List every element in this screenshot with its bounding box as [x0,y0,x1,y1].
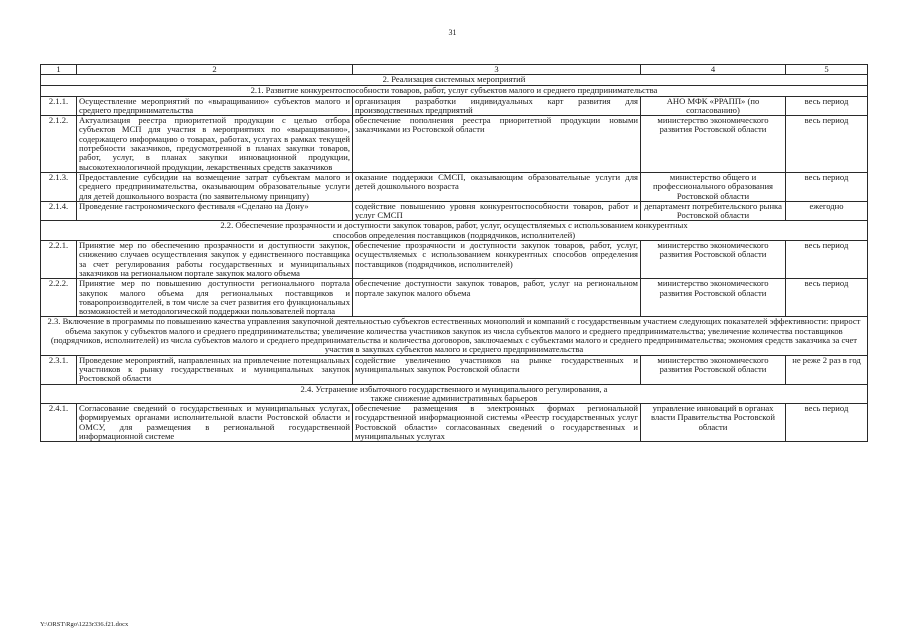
row-period: весь период [786,96,868,116]
row-period: весь период [786,172,868,201]
row-result: обеспечение доступности закупок товаров, работ, услуг на региональном портале закупок малого объема [353,279,641,317]
row-executor: министерство экономического развития Ростовской области [641,116,786,173]
row-executor: АНО МФК «РРАПП» (по согласованию) [641,96,786,116]
table-row [41,241,868,279]
subsection-row-2-3 [41,317,868,355]
subsection-title: 2.3. Включение в программы по повышению качества управления закупочной деятельностью субъектов естественных монополий и компаний с государственным участием следующих показателей эффективности: прирост объема закупок у субъектов малого и среднего предпринимательства; увеличение количества участников закупок из числа субъектов малого и среднего предпринимательства; увеличение количества поставщиков (подрядчиков, исполнителей) из числа субъектов малого и среднего предпринимательства и количества договоров, заключаемых с субъектами малого и среднего предпринимательства; экономия средств заказчика за счет участия в закупках субъектов малого и среднего предпринимательства [41,317,868,355]
row-number: 2.2.1. [41,241,77,279]
section-title: 2. Реализация системных мероприятий [41,75,868,86]
header-col-5: 5 [786,65,868,75]
row-executor: департамент потребительского рынка Ростовской области [641,201,786,221]
row-executor: министерство экономического развития Ростовской области [641,279,786,317]
table-row [41,201,868,221]
row-number: 2.1.2. [41,116,77,173]
row-result: обеспечение размещения в электронных формах региональной государственной информационной системы «Реестр государственных услуг Ростовской области» согласованных сведений о государственных и муниципальных услугах [353,404,641,442]
row-result: оказание поддержки СМСП, оказывающим образовательные услуги для детей дошкольного возраста [353,172,641,201]
table-row [41,279,868,317]
row-action: Предоставление субсидии на возмещение затрат субъектам малого и среднего предпринимательства, оказывающим образовательные услуги для детей дошкольного возраста (по заявительному принципу) [77,172,353,201]
footer-file-path: Y:\ORST\Rgo\1223r336.f21.docx [40,621,129,628]
row-period: весь период [786,404,868,442]
row-number: 2.2.2. [41,279,77,317]
row-executor: министерство экономического развития Ростовской области [641,241,786,279]
row-number: 2.1.4. [41,201,77,221]
row-action: Осуществление мероприятий по «выращиванию» субъектов малого и среднего предпринимательства [77,96,353,116]
row-action: Проведение мероприятий, направленных на привлечение потенциальных участников к рынку государственных и муниципальных закупок Ростовской области [77,355,353,384]
row-result: обеспечение прозрачности и доступности закупок товаров, работ, услуг, осуществляемых с использованием конкурентных способов определения поставщиков (подрядчиков, исполнителей) [353,241,641,279]
row-action: Проведение гастрономического фестиваля «Сделано на Дону» [77,201,353,221]
row-result: содействие увеличению участников на рынке государственных и муниципальных закупок Ростовской области [353,355,641,384]
subsection-title: 2.4. Устранение избыточного государственного и муниципального регулирования, а также снижение административных барьеров [41,384,868,404]
row-action: Принятие мер по повышению доступности регионального портала закупок малого объема для региональных поставщиков и товаропроизводителей, в том числе за счет развития его функциональных возможностей и методологической поддержки пользователей портала [77,279,353,317]
header-col-3: 3 [353,65,641,75]
table-row [41,355,868,384]
row-executor: министерство общего и профессионального образования Ростовской области [641,172,786,201]
row-executor: министерство экономического развития Ростовской области [641,355,786,384]
row-action: Актуализация реестра приоритетной продукции с целью отбора субъектов МСП для участия в мероприятиях по «выращиванию», содержащего информацию о товарах, работах, услугах в рамках текущей потребности заказчиков, предусмотренной в планах закупки товаров, работ, услуг, в планах закупки инновационной продукции, высокотехнологичной продукции, лекарственных средств заказчиков [77,116,353,173]
subsection-title: 2.1. Развитие конкурентоспособности товаров, работ, услуг субъектов малого и среднего предпринимательства [41,86,868,96]
table-row [41,172,868,201]
header-col-2: 2 [77,65,353,75]
subsection-title: 2.2. Обеспечение прозрачности и доступности закупок товаров, работ, услуг, осуществляемых с использованием конкурентных способов определения поставщиков (подрядчиков, исполнителей) [41,221,868,241]
table-row [41,404,868,442]
header-row [41,65,868,75]
header-col-4: 4 [641,65,786,75]
row-result: организация разработки индивидуальных карт развития для производственных предприятий [353,96,641,116]
row-result: обеспечение пополнения реестра приоритетной продукции новыми заказчиками из Ростовской области [353,116,641,173]
row-number: 2.3.1. [41,355,77,384]
activities-table [40,64,868,442]
row-action: Принятие мер по обеспечению прозрачности и доступности закупок, снижению случаев осуществления закупок у единственного поставщика за счет регулирования работы государственных и муниципальных заказчиков на региональном портале закупок малого объема [77,241,353,279]
row-period: весь период [786,241,868,279]
row-period: не реже 2 раз в год [786,355,868,384]
row-executor: управление инноваций в органах власти Правительства Ростовской области [641,404,786,442]
row-number: 2.1.3. [41,172,77,201]
row-result: содействие повышению уровня конкурентоспособности товаров, работ и услуг СМСП [353,201,641,221]
header-col-1: 1 [41,65,77,75]
row-period: весь период [786,279,868,317]
row-action: Согласование сведений о государственных и муниципальных услугах, формируемых органами исполнительной власти Ростовской области и ОМСУ, для размещения в региональной государственной информационной системе [77,404,353,442]
row-number: 2.4.1. [41,404,77,442]
row-period: ежегодно [786,201,868,221]
row-number: 2.1.1. [41,96,77,116]
page-number: 31 [448,28,457,37]
row-period: весь период [786,116,868,173]
subsection-row-2-4 [41,384,868,404]
section-row [41,75,868,86]
subsection-row-2-1 [41,86,868,96]
table-row [41,96,868,116]
table-row [41,116,868,173]
subsection-row-2-2 [41,221,868,241]
